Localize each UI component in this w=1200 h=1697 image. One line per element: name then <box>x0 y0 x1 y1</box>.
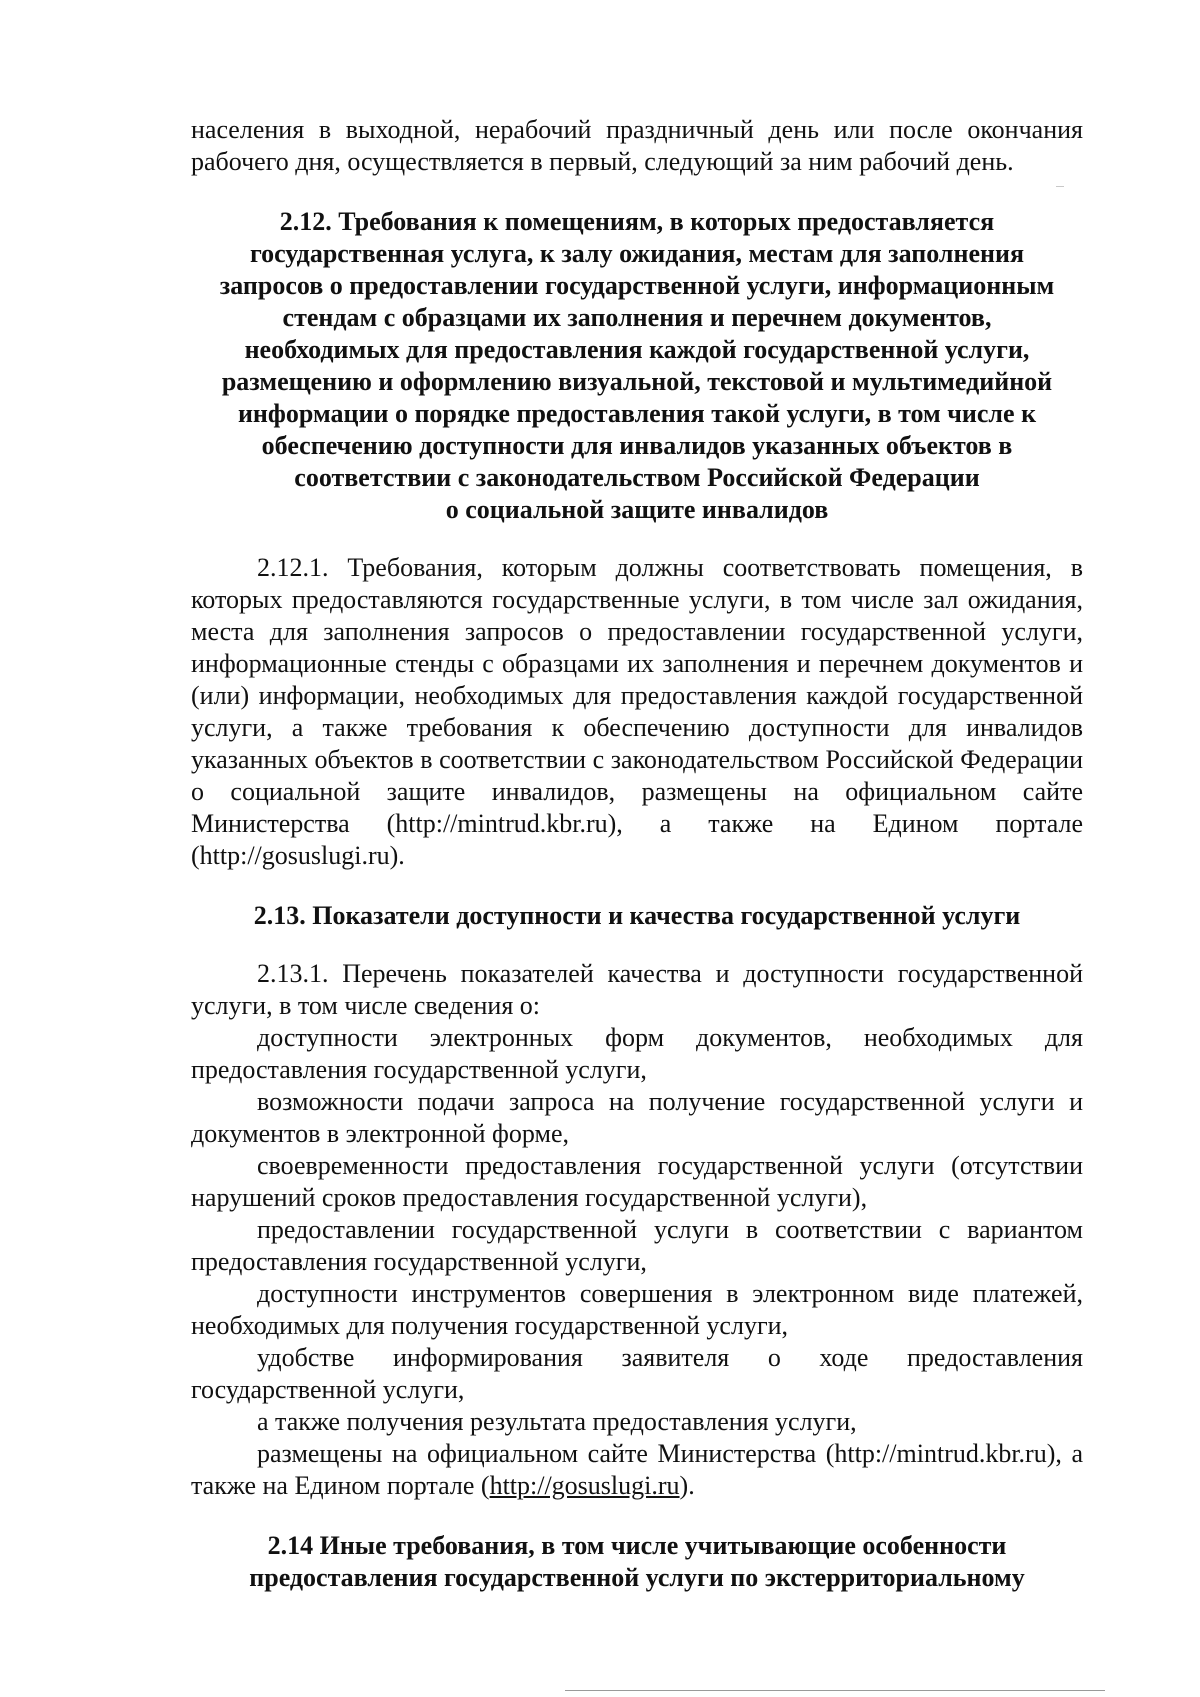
list-item: доступности инструментов совершения в электронном виде платежей, необходимых для получения государственной услуги, <box>191 1279 1083 1340</box>
heading-line: государственная услуга, к залу ожидания, местам для заполнения <box>249 239 1025 268</box>
scan-artifact <box>565 1690 1105 1691</box>
heading-line: предоставления государственной услуги по экстерриториальному <box>249 1563 1025 1592</box>
heading-line: обеспечению доступности для инвалидов указанных объектов в <box>261 431 1013 460</box>
heading-line: 2.12. Требования к помещениям, в которых предоставляется <box>279 207 995 236</box>
list-item: своевременности предоставления государственной услуги (отсутствии нарушений сроков предоставления государственной услуги), <box>191 1151 1083 1212</box>
paragraph-2-12-1: 2.12.1. Требования, которым должны соответствовать помещения, в которых предоставляются государственные услуги, в том числе зал ожидания, места для заполнения запросов о предоставлении государственной услуги, информационные стенды с образцами их заполнения и перечнем документов и (или) информации, необходимых для предоставления каждой государственной услуги, а также требования к обеспечению доступности для инвалидов указанных объектов в соответствии с законодательством Российской Федерации о социальной защите инвалидов, размещены на официальном сайте Министерства (http://mintrud.kbr.ru), а также на Едином портале (http://gosuslugi.ru). <box>191 553 1083 870</box>
paragraph-2-13-1: 2.13.1. Перечень показателей качества и доступности государственной услуги, в том числе сведения о: <box>191 959 1083 1020</box>
heading-line: соответствии с законодательством Российской Федерации <box>294 463 980 492</box>
section-2-13-heading: 2.13. Показатели доступности и качества государственной услуги <box>253 901 1021 930</box>
section-2-12-heading <box>191 206 1083 526</box>
list-item: доступности электронных форм документов, необходимых для предоставления государственной услуги, <box>191 1023 1083 1084</box>
document-body <box>191 114 1083 1594</box>
closing-paragraph <box>191 1438 1083 1502</box>
heading-line: запросов о предоставлении государственной услуги, информационным <box>219 271 1055 300</box>
list-item: возможности подачи запроса на получение государственной услуги и документов в электронной форме, <box>191 1087 1083 1148</box>
heading-line: о социальной защите инвалидов <box>445 495 829 524</box>
list-item: удобстве информирования заявителя о ходе предоставления государственной услуги, <box>191 1343 1083 1404</box>
continuation-paragraph: населения в выходной, нерабочий праздничный день или после окончания рабочего дня, осуществляется в первый, следующий за ним рабочий день. <box>191 115 1083 176</box>
closing-text: размещены на официальном сайте Министерства (http://mintrud.kbr.ru), а также на Едином портале ( <box>191 1439 1083 1500</box>
heading-line: необходимых для предоставления каждой государственной услуги, <box>244 335 1030 364</box>
closing-text-end: ). <box>679 1471 695 1500</box>
heading-line: стендам с образцами их заполнения и перечнем документов, <box>282 303 992 332</box>
gosuslugi-link[interactable]: http://gosuslugi.ru <box>489 1471 680 1500</box>
list-item: предоставлении государственной услуги в соответствии с вариантом предоставления государственной услуги, <box>191 1215 1083 1276</box>
list-item: а также получения результата предоставления услуги, <box>257 1407 857 1436</box>
section-2-14-heading <box>191 1530 1083 1594</box>
heading-line: информации о порядке предоставления такой услуги, в том числе к <box>237 399 1037 428</box>
heading-line: размещению и оформлению визуальной, текстовой и мультимедийной <box>221 367 1053 396</box>
heading-line: 2.14 Иные требования, в том числе учитывающие особенности <box>267 1531 1007 1560</box>
